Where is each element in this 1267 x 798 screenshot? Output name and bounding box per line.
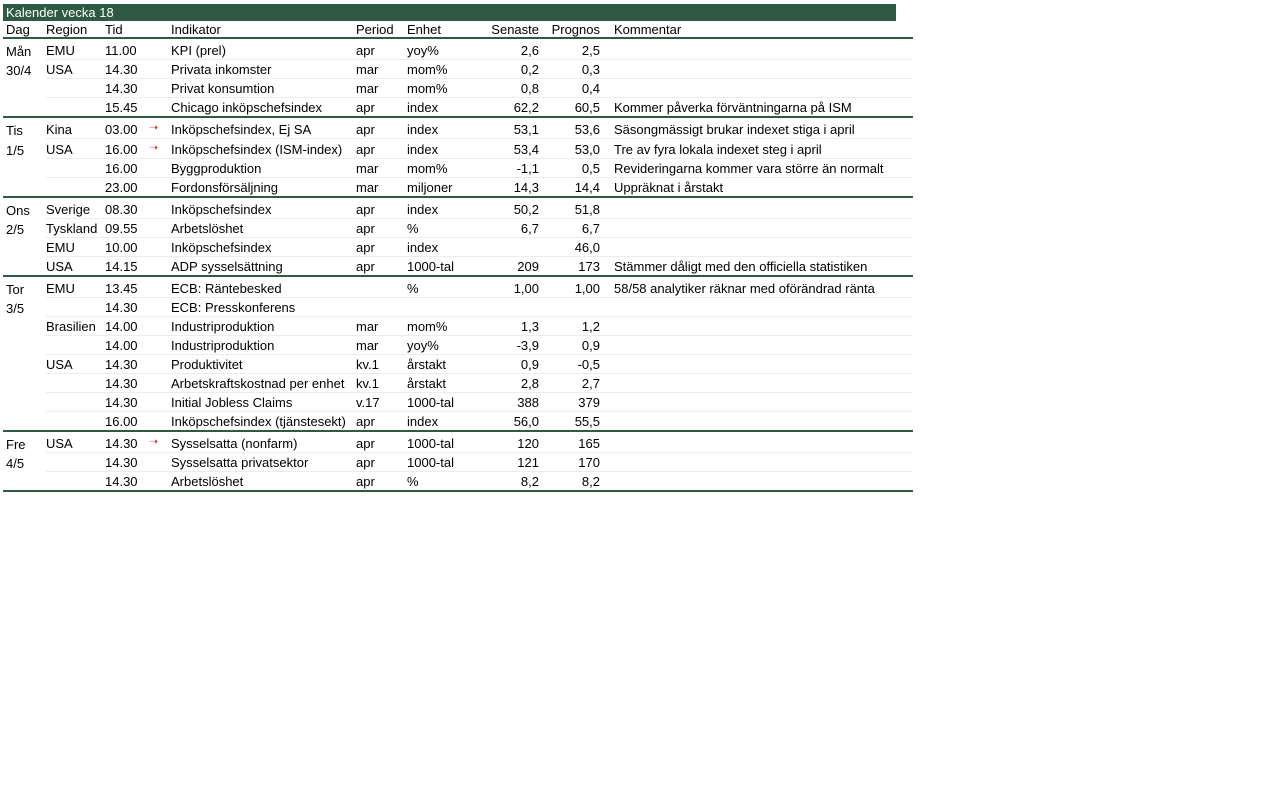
period-cell: apr xyxy=(356,472,407,492)
indicator-cell: Arbetskraftskostnad per enhet xyxy=(171,374,356,393)
calendar-table xyxy=(3,21,913,492)
indicator-cell: Industriproduktion xyxy=(171,317,356,336)
period-cell: mar xyxy=(356,178,407,198)
unit-cell xyxy=(407,298,477,317)
period-cell: kv.1 xyxy=(356,355,407,374)
forecast-cell: 8,2 xyxy=(539,472,600,492)
latest-cell: 1,00 xyxy=(477,276,539,298)
arrow-cell xyxy=(149,197,171,219)
day-cell: 2/5 xyxy=(6,221,25,237)
red-arrow-icon: ➝ xyxy=(149,142,159,154)
unit-cell: index xyxy=(407,117,477,139)
unit-cell: index xyxy=(407,98,477,118)
forecast-cell: 53,0 xyxy=(539,139,600,159)
day-cell: Ons xyxy=(6,202,30,218)
forecast-cell: 379 xyxy=(539,393,600,412)
table-row xyxy=(3,317,913,336)
time-cell: 14.30 xyxy=(105,472,149,492)
table-row xyxy=(3,336,913,355)
time-cell: 14.00 xyxy=(105,336,149,355)
forecast-cell: 165 xyxy=(539,431,600,453)
day-cell: Fre xyxy=(6,436,26,452)
time-cell: 16.00 xyxy=(105,159,149,178)
indicator-cell: Sysselsatta (nonfarm) xyxy=(171,431,356,453)
comment-cell: 58/58 analytiker räknar med oförändrad ränta xyxy=(600,276,913,298)
latest-cell: 8,2 xyxy=(477,472,539,492)
period-cell: apr xyxy=(356,412,407,432)
unit-cell: index xyxy=(407,412,477,432)
comment-cell xyxy=(600,317,913,336)
comment-cell: Uppräknat i årstakt xyxy=(600,178,913,198)
unit-cell: mom% xyxy=(407,60,477,79)
time-cell: 14.30 xyxy=(105,355,149,374)
unit-cell: 1000-tal xyxy=(407,257,477,277)
day-cell: Tis xyxy=(6,122,23,138)
region-cell xyxy=(46,393,105,412)
table-row xyxy=(3,453,913,472)
unit-cell: index xyxy=(407,197,477,219)
latest-cell: 53,1 xyxy=(477,117,539,139)
period-cell: apr xyxy=(356,197,407,219)
table-row xyxy=(3,238,913,257)
period-cell xyxy=(356,276,407,298)
indicator-cell: Privat konsumtion xyxy=(171,79,356,98)
unit-cell: 1000-tal xyxy=(407,393,477,412)
unit-cell: index xyxy=(407,238,477,257)
indicator-cell: ECB: Räntebesked xyxy=(171,276,356,298)
unit-cell: % xyxy=(407,276,477,298)
region-cell: EMU xyxy=(46,38,105,60)
day-cell: 1/5 xyxy=(6,142,25,158)
latest-cell: 121 xyxy=(477,453,539,472)
comment-cell xyxy=(600,431,913,453)
table-row xyxy=(3,178,913,198)
col-header-senaste: Senaste xyxy=(477,21,539,38)
forecast-cell: 170 xyxy=(539,453,600,472)
arrow-cell xyxy=(149,374,171,393)
unit-cell: 1000-tal xyxy=(407,453,477,472)
comment-cell xyxy=(600,79,913,98)
comment-cell xyxy=(600,238,913,257)
latest-cell: 0,9 xyxy=(477,355,539,374)
indicator-cell: Sysselsatta privatsektor xyxy=(171,453,356,472)
period-cell: apr xyxy=(356,238,407,257)
latest-cell: 2,8 xyxy=(477,374,539,393)
red-arrow-icon: ➝ xyxy=(149,436,159,448)
indicator-cell: ADP sysselsättning xyxy=(171,257,356,277)
table-row xyxy=(3,276,913,298)
indicator-cell: Byggproduktion xyxy=(171,159,356,178)
arrow-cell xyxy=(149,219,171,238)
col-header-kommentar: Kommentar xyxy=(600,21,913,38)
unit-cell: mom% xyxy=(407,159,477,178)
col-header-period: Period xyxy=(356,21,407,38)
latest-cell: 1,3 xyxy=(477,317,539,336)
day-cell xyxy=(3,374,46,393)
comment-cell: Stämmer dåligt med den officiella statistiken xyxy=(600,257,913,277)
time-cell: 10.00 xyxy=(105,238,149,257)
comment-cell xyxy=(600,336,913,355)
comment-cell: Revideringarna kommer vara större än normalt xyxy=(600,159,913,178)
comment-cell: Kommer påverka förväntningarna på ISM xyxy=(600,98,913,118)
time-cell: 09.55 xyxy=(105,219,149,238)
table-row xyxy=(3,298,913,317)
latest-cell: 56,0 xyxy=(477,412,539,432)
region-cell xyxy=(46,178,105,198)
arrow-cell xyxy=(149,98,171,118)
indicator-cell: Fordonsförsäljning xyxy=(171,178,356,198)
region-cell: Tyskland xyxy=(46,219,105,238)
col-header-indikator: Indikator xyxy=(171,21,356,38)
region-cell: Sverige xyxy=(46,197,105,219)
comment-cell xyxy=(600,38,913,60)
red-arrow-icon: ➝ xyxy=(149,122,159,134)
indicator-cell: Initial Jobless Claims xyxy=(171,393,356,412)
arrow-cell xyxy=(149,355,171,374)
calendar-rows xyxy=(3,38,913,491)
period-cell: apr xyxy=(356,257,407,277)
day-cell xyxy=(3,98,46,118)
forecast-cell: 14,4 xyxy=(539,178,600,198)
forecast-cell: 53,6 xyxy=(539,117,600,139)
table-row xyxy=(3,98,913,118)
unit-cell: % xyxy=(407,472,477,492)
time-cell: 14.30 xyxy=(105,453,149,472)
indicator-cell: Inköpschefsindex (tjänstesekt) xyxy=(171,412,356,432)
time-cell: 11.00 xyxy=(105,38,149,60)
forecast-cell: 46,0 xyxy=(539,238,600,257)
time-cell: 14.30 xyxy=(105,60,149,79)
unit-cell: årstakt xyxy=(407,355,477,374)
day-cell xyxy=(3,178,46,198)
calendar-sheet xyxy=(3,4,896,492)
comment-cell: Säsongmässigt brukar indexet stiga i april xyxy=(600,117,913,139)
latest-cell: 0,2 xyxy=(477,60,539,79)
period-cell: apr xyxy=(356,453,407,472)
period-cell: mar xyxy=(356,60,407,79)
period-cell: apr xyxy=(356,38,407,60)
day-cell xyxy=(3,257,46,277)
region-cell xyxy=(46,159,105,178)
region-cell xyxy=(46,79,105,98)
table-row xyxy=(3,139,913,159)
time-cell: 03.00 xyxy=(105,117,149,139)
comment-cell xyxy=(600,60,913,79)
arrow-cell xyxy=(149,139,171,159)
period-cell: apr xyxy=(356,139,407,159)
arrow-cell xyxy=(149,79,171,98)
region-cell xyxy=(46,98,105,118)
region-cell xyxy=(46,298,105,317)
time-cell: 14.30 xyxy=(105,393,149,412)
period-cell: apr xyxy=(356,219,407,238)
day-cell: Tor xyxy=(6,281,25,297)
forecast-cell: 0,9 xyxy=(539,336,600,355)
table-row xyxy=(3,219,913,238)
region-cell: USA xyxy=(46,355,105,374)
indicator-cell: Inköpschefsindex, Ej SA xyxy=(171,117,356,139)
header-row xyxy=(3,21,913,38)
time-cell: 23.00 xyxy=(105,178,149,198)
table-row xyxy=(3,393,913,412)
indicator-cell: Privata inkomster xyxy=(171,60,356,79)
region-cell: EMU xyxy=(46,276,105,298)
forecast-cell: 1,2 xyxy=(539,317,600,336)
forecast-cell: 6,7 xyxy=(539,219,600,238)
time-cell: 14.30 xyxy=(105,298,149,317)
latest-cell: 14,3 xyxy=(477,178,539,198)
arrow-cell xyxy=(149,60,171,79)
indicator-cell: Chicago inköpschefsindex xyxy=(171,98,356,118)
period-cell: v.17 xyxy=(356,393,407,412)
indicator-cell: Arbetslöshet xyxy=(171,219,356,238)
region-cell: EMU xyxy=(46,238,105,257)
day-cell xyxy=(3,355,46,374)
arrow-cell xyxy=(149,276,171,298)
day-cell xyxy=(3,159,46,178)
comment-cell xyxy=(600,219,913,238)
arrow-cell xyxy=(149,317,171,336)
period-cell: mar xyxy=(356,79,407,98)
latest-cell: 120 xyxy=(477,431,539,453)
region-cell: USA xyxy=(46,431,105,453)
forecast-cell: 60,5 xyxy=(539,98,600,118)
forecast-cell: 0,4 xyxy=(539,79,600,98)
arrow-cell xyxy=(149,336,171,355)
arrow-cell xyxy=(149,412,171,432)
day-cell xyxy=(3,393,46,412)
col-header-region: Region xyxy=(46,21,105,38)
time-cell: 16.00 xyxy=(105,139,149,159)
comment-cell xyxy=(600,298,913,317)
arrow-cell xyxy=(149,472,171,492)
table-row xyxy=(3,257,913,277)
region-cell xyxy=(46,453,105,472)
arrow-cell xyxy=(149,238,171,257)
unit-cell: yoy% xyxy=(407,336,477,355)
time-cell: 13.45 xyxy=(105,276,149,298)
period-cell: apr xyxy=(356,431,407,453)
comment-cell xyxy=(600,472,913,492)
period-cell: mar xyxy=(356,336,407,355)
comment-cell xyxy=(600,393,913,412)
comment-cell xyxy=(600,374,913,393)
sheet-title: Kalender vecka 18 xyxy=(3,4,896,21)
unit-cell: mom% xyxy=(407,317,477,336)
unit-cell: index xyxy=(407,139,477,159)
region-cell: USA xyxy=(46,257,105,277)
day-cell: Mån xyxy=(6,43,32,59)
latest-cell: 2,6 xyxy=(477,38,539,60)
region-cell xyxy=(46,336,105,355)
indicator-cell: Industriproduktion xyxy=(171,336,356,355)
period-cell: mar xyxy=(356,317,407,336)
arrow-cell xyxy=(149,393,171,412)
latest-cell: 53,4 xyxy=(477,139,539,159)
arrow-cell xyxy=(149,298,171,317)
period-cell: apr xyxy=(356,117,407,139)
indicator-cell: Produktivitet xyxy=(171,355,356,374)
forecast-cell: 0,3 xyxy=(539,60,600,79)
table-row xyxy=(3,472,913,492)
table-row xyxy=(3,38,913,60)
day-cell: 30/4 xyxy=(6,62,32,78)
latest-cell: 6,7 xyxy=(477,219,539,238)
day-cell xyxy=(3,472,46,492)
forecast-cell xyxy=(539,298,600,317)
time-cell: 14.00 xyxy=(105,317,149,336)
unit-cell: 1000-tal xyxy=(407,431,477,453)
indicator-cell: KPI (prel) xyxy=(171,38,356,60)
region-cell: Kina xyxy=(46,117,105,139)
unit-cell: mom% xyxy=(407,79,477,98)
latest-cell xyxy=(477,298,539,317)
time-cell: 16.00 xyxy=(105,412,149,432)
arrow-cell xyxy=(149,257,171,277)
latest-cell xyxy=(477,238,539,257)
table-row xyxy=(3,60,913,79)
time-cell: 14.30 xyxy=(105,374,149,393)
indicator-cell: Inköpschefsindex xyxy=(171,238,356,257)
comment-cell xyxy=(600,412,913,432)
latest-cell: 209 xyxy=(477,257,539,277)
unit-cell: miljoner xyxy=(407,178,477,198)
day-cell: 3/5 xyxy=(6,300,25,316)
region-cell: USA xyxy=(46,60,105,79)
arrow-cell xyxy=(149,159,171,178)
latest-cell: 50,2 xyxy=(477,197,539,219)
indicator-cell: ECB: Presskonferens xyxy=(171,298,356,317)
forecast-cell: 2,7 xyxy=(539,374,600,393)
time-cell: 08.30 xyxy=(105,197,149,219)
day-cell xyxy=(3,79,46,98)
period-cell xyxy=(356,298,407,317)
table-row xyxy=(3,412,913,432)
comment-cell xyxy=(600,197,913,219)
indicator-cell: Inköpschefsindex xyxy=(171,197,356,219)
region-cell xyxy=(46,374,105,393)
day-cell xyxy=(3,317,46,336)
arrow-cell xyxy=(149,38,171,60)
time-cell: 14.30 xyxy=(105,431,149,453)
time-cell: 14.15 xyxy=(105,257,149,277)
time-cell: 15.45 xyxy=(105,98,149,118)
region-cell: USA xyxy=(46,139,105,159)
unit-cell: % xyxy=(407,219,477,238)
table-row xyxy=(3,355,913,374)
col-header-tid: Tid xyxy=(105,21,149,38)
latest-cell: -1,1 xyxy=(477,159,539,178)
table-row xyxy=(3,197,913,219)
day-cell: 4/5 xyxy=(6,455,25,471)
arrow-cell xyxy=(149,453,171,472)
forecast-cell: 2,5 xyxy=(539,38,600,60)
day-cell xyxy=(3,412,46,432)
table-row xyxy=(3,431,913,453)
arrow-cell xyxy=(149,117,171,139)
col-header-dag: Dag xyxy=(3,21,46,38)
indicator-cell: Arbetslöshet xyxy=(171,472,356,492)
period-cell: mar xyxy=(356,159,407,178)
forecast-cell: 51,8 xyxy=(539,197,600,219)
forecast-cell: -0,5 xyxy=(539,355,600,374)
unit-cell: yoy% xyxy=(407,38,477,60)
table-row xyxy=(3,159,913,178)
period-cell: apr xyxy=(356,98,407,118)
day-cell xyxy=(3,336,46,355)
latest-cell: 62,2 xyxy=(477,98,539,118)
col-header-enhet: Enhet xyxy=(407,21,477,38)
forecast-cell: 173 xyxy=(539,257,600,277)
comment-cell xyxy=(600,453,913,472)
comment-cell xyxy=(600,355,913,374)
latest-cell: 388 xyxy=(477,393,539,412)
table-row xyxy=(3,117,913,139)
day-cell xyxy=(3,238,46,257)
period-cell: kv.1 xyxy=(356,374,407,393)
forecast-cell: 0,5 xyxy=(539,159,600,178)
col-header-arrow xyxy=(149,21,171,38)
indicator-cell: Inköpschefsindex (ISM-index) xyxy=(171,139,356,159)
region-cell xyxy=(46,472,105,492)
latest-cell: -3,9 xyxy=(477,336,539,355)
comment-cell: Tre av fyra lokala indexet steg i april xyxy=(600,139,913,159)
region-cell xyxy=(46,412,105,432)
forecast-cell: 1,00 xyxy=(539,276,600,298)
region-cell: Brasilien xyxy=(46,317,105,336)
table-row xyxy=(3,374,913,393)
unit-cell: årstakt xyxy=(407,374,477,393)
forecast-cell: 55,5 xyxy=(539,412,600,432)
col-header-prognos: Prognos xyxy=(539,21,600,38)
latest-cell: 0,8 xyxy=(477,79,539,98)
time-cell: 14.30 xyxy=(105,79,149,98)
arrow-cell xyxy=(149,431,171,453)
arrow-cell xyxy=(149,178,171,198)
table-row xyxy=(3,79,913,98)
